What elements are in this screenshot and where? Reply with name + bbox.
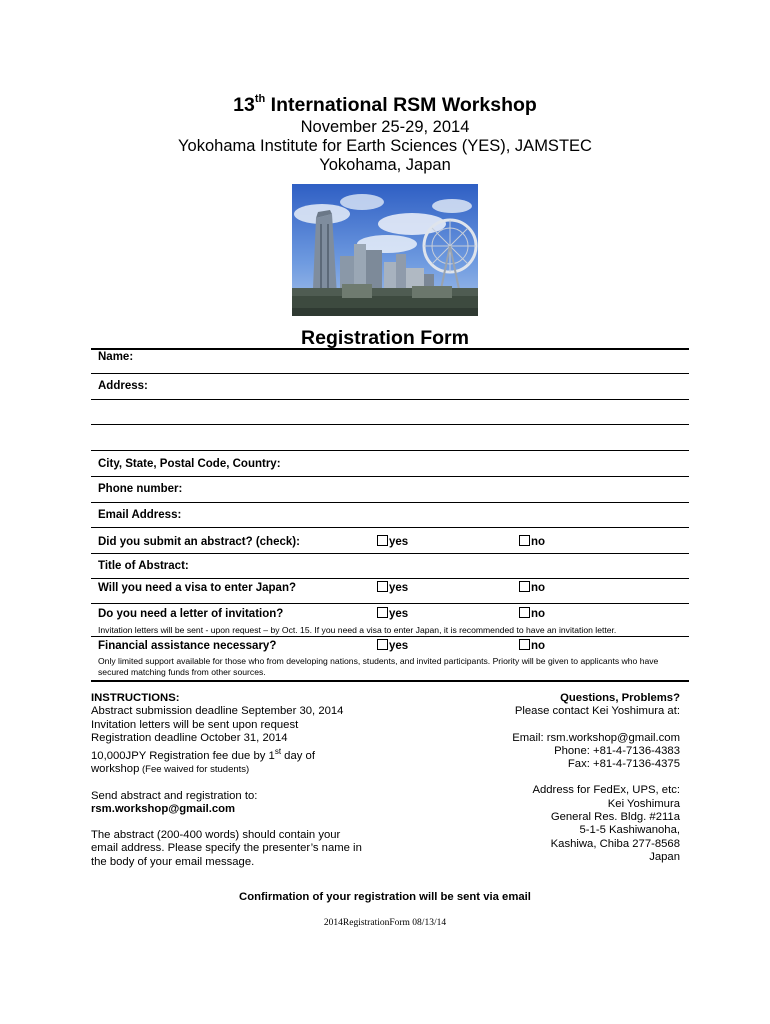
confirmation-note: Confirmation of your registration will be sent via email xyxy=(239,891,531,903)
mailing-address-line: Kashiwa, Chiba 277-8568 xyxy=(550,837,680,850)
abstract-title-field-line[interactable] xyxy=(91,578,689,579)
workshop-city: Yokohama, Japan xyxy=(319,156,451,174)
instructions-line xyxy=(91,745,431,763)
checkbox-icon xyxy=(377,607,388,618)
workshop-title xyxy=(0,94,770,117)
mailing-address-line: Japan xyxy=(649,850,680,863)
email-label: Email Address: xyxy=(98,509,182,521)
checkbox-icon xyxy=(519,639,530,650)
abstract-title-label: Title of Abstract: xyxy=(98,560,189,572)
mailing-address-line: 5-1-5 Kashiwanoha, xyxy=(579,824,680,837)
email-field-line[interactable] xyxy=(91,527,689,528)
contact-email[interactable]: Email: rsm.workshop@gmail.com xyxy=(512,731,680,744)
invitation-yes-checkbox[interactable] xyxy=(377,607,408,620)
city-label: City, State, Postal Code, Country: xyxy=(98,458,281,470)
contact-fax: Fax: +81-4-7136-4375 xyxy=(567,758,680,771)
mailing-address-line: Kei Yoshimura xyxy=(607,797,680,810)
instructions-line: Registration deadline October 31, 2014 xyxy=(91,731,288,744)
visa-no-checkbox[interactable] xyxy=(519,581,545,594)
abstract-no-checkbox[interactable] xyxy=(519,535,545,548)
instructions-line: Invitation letters will be sent upon request xyxy=(91,718,299,731)
visa-yes-checkbox[interactable] xyxy=(377,581,408,594)
checkbox-icon xyxy=(519,535,530,546)
form-bottom-rule xyxy=(91,680,689,682)
financial-no-checkbox[interactable] xyxy=(519,639,545,652)
workshop-venue: Yokohama Institute for Earth Sciences (YES), JAMSTEC xyxy=(178,137,592,155)
name-field-line[interactable] xyxy=(91,373,689,374)
address-field-line-2[interactable] xyxy=(91,424,689,425)
yes-label: yes xyxy=(389,640,409,652)
invitation-note: Invitation letters will be sent - upon request – by Oct. 15. If you need a visa to enter Japan, it is recommended to have an invitation letter. xyxy=(98,625,617,635)
checkbox-icon xyxy=(377,581,388,592)
invitation-row-line xyxy=(91,636,689,637)
instructions-line: Abstract submission deadline September 30, 2014 xyxy=(91,705,344,718)
no-label: no xyxy=(531,536,546,548)
contact-heading: Questions, Problems? xyxy=(560,692,680,704)
contact-block xyxy=(420,692,680,864)
send-email-link[interactable]: rsm.workshop@gmail.com xyxy=(91,802,236,815)
form-title: Registration Form xyxy=(301,327,469,349)
instructions-block xyxy=(91,692,431,869)
visa-row-line xyxy=(91,603,689,604)
name-label: Name: xyxy=(98,351,134,363)
contact-person: Please contact Kei Yoshimura at: xyxy=(514,705,680,718)
form-code: 2014RegistrationForm 08/13/14 xyxy=(323,918,447,928)
title-ordinal: th xyxy=(254,92,266,105)
fee-text-end: day of xyxy=(281,749,315,762)
yes-label: yes xyxy=(389,608,409,620)
visa-question: Will you need a visa to enter Japan? xyxy=(98,582,297,594)
checkbox-icon xyxy=(519,581,530,592)
financial-yes-checkbox[interactable] xyxy=(377,639,408,652)
phone-label: Phone number: xyxy=(98,483,183,495)
send-instruction: Send abstract and registration to: xyxy=(91,789,258,802)
yes-label: yes xyxy=(389,536,409,548)
title-text: International RSM Workshop xyxy=(265,94,537,116)
address-field-line-3[interactable] xyxy=(91,450,689,451)
financial-note: Only limited support available for those who from developing nations, students, and invited participants. Priority will be given to applicants who have secured matching funds from other sources. xyxy=(98,656,659,677)
checkbox-icon xyxy=(377,535,388,546)
address-field-line-1[interactable] xyxy=(91,399,689,400)
mailing-address-heading: Address for FedEx, UPS, etc: xyxy=(532,784,680,797)
financial-question: Financial assistance necessary? xyxy=(98,640,277,652)
yokohama-skyline-photo xyxy=(292,184,478,316)
instructions-heading: INSTRUCTIONS: xyxy=(91,692,180,704)
fee-workshop-text: workshop xyxy=(91,763,140,776)
yes-label: yes xyxy=(389,582,409,594)
instructions-line xyxy=(91,763,431,776)
form-top-rule xyxy=(91,348,689,350)
abstract-question: Did you submit an abstract? (check): xyxy=(98,536,300,548)
invitation-no-checkbox[interactable] xyxy=(519,607,545,620)
abstract-instruction: email address. Please specify the presenter’s name in xyxy=(91,842,362,855)
abstract-instruction: the body of your email message. xyxy=(91,855,255,868)
checkbox-icon xyxy=(519,607,530,618)
phone-field-line[interactable] xyxy=(91,502,689,503)
invitation-question: Do you need a letter of invitation? xyxy=(98,608,284,620)
no-label: no xyxy=(531,640,546,652)
abstract-row-line xyxy=(91,553,689,554)
fee-text: 10,000JPY Registration fee due by 1 xyxy=(91,749,275,762)
fee-ordinal: st xyxy=(274,747,282,757)
address-label: Address: xyxy=(98,380,148,392)
no-label: no xyxy=(531,608,546,620)
contact-phone: Phone: +81-4-7136-4383 xyxy=(554,744,680,757)
workshop-dates: November 25-29, 2014 xyxy=(300,118,470,136)
no-label: no xyxy=(531,582,546,594)
checkbox-icon xyxy=(377,639,388,650)
title-number: 13 xyxy=(233,94,255,116)
city-field-line[interactable] xyxy=(91,476,689,477)
abstract-yes-checkbox[interactable] xyxy=(377,535,408,548)
fee-waiver-text: (Fee waived for students) xyxy=(139,764,250,776)
mailing-address-line: General Res. Bldg. #211a xyxy=(550,811,680,824)
abstract-instruction: The abstract (200-400 words) should contain your xyxy=(91,829,341,842)
